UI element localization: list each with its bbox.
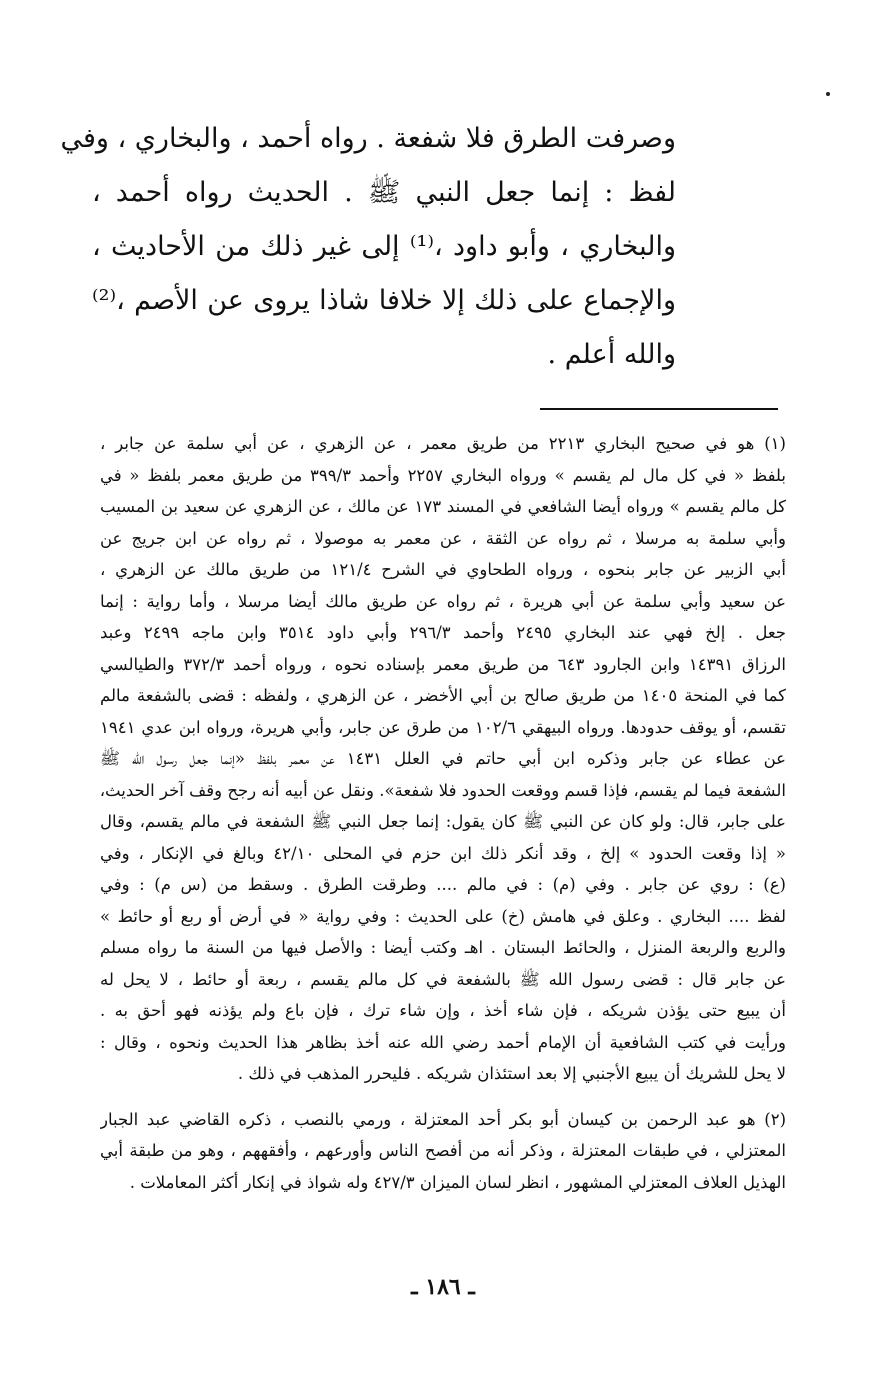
footnote-line: عن سعيد وأبي سلمة عن أبي هريرة ، ثم رواه عن طريق مالك أيضا مرسلا ، وأما رواية : إنما bbox=[100, 591, 786, 611]
footnote-line: لفظ .... البخاري . وعلق في هامش (خ) على الحديث : وفي رواية « في أرض أو ربع أو حائط » bbox=[100, 906, 786, 926]
footnote-line: « إذا وقعت الحدود » إلخ ، وقد أنكر ذلك ابن حزم في المحلى ٤٢/١٠ وبالغ في الإنكار ، وفي bbox=[100, 843, 786, 863]
footnote-line: الشفعة فيما لم يقسم، فإذا قسم ووقعت الحدود فلا شفعة». ونقل عن أبيه أنه رجح وقف آخر الحديث، bbox=[100, 780, 786, 800]
footnote-line: أبي الزبير عن جابر بنحوه ، ورواه الطحاوي في الشرح ١٢١/٤ من طريق مالك عن الزهري ، bbox=[100, 560, 786, 579]
footnote-line: (ع) : روي عن جابر . وفي (م) : في مالم .... وطرقت الطرق . وسقط من (س م) : وفي bbox=[100, 875, 786, 894]
footnote-line: عن عطاء عن جابر وذكره ابن أبي حاتم في العلل ١٤٣١ عن معمر بلفظ «إنما جعل رسول الله ﷺ bbox=[100, 749, 786, 768]
main-text-line: والبخاري ، وأبو داود ،⁽¹⁾ إلى غير ذلك من الأحاديث ، bbox=[92, 231, 676, 262]
footnote-line: عن جابر قال : قضى رسول الله ﷺ بالشفعة في كل مالم يقسم ، ربعة أو حائط ، لا يحل له bbox=[100, 969, 786, 989]
footnote-line: كما في المنحة ١٤٠٥ من طريق صالح بن أبي الأخضر ، عن الزهري ، ولفظه : قضى بالشفعة مالم bbox=[100, 686, 786, 705]
footnote-line: تقسم، أو يوقف حدودها. ورواه البيهقي ١٠٢/٦ من طرق عن جابر، وأبي هريرة، ورواه ابن عدي ١٩٤١ bbox=[100, 717, 786, 737]
footnote-line: الهذيل العلاف المعتزلي المشهور ، انظر لسان الميزان ٤٢٧/٣ وله شواذ في إنكار أكثر المعاملات . bbox=[129, 1172, 786, 1192]
footnote-line: المعتزلي ، في طبقات المعتزلة ، وذكر أنه من أفصح الناس وأورعهم ، وأفقههم ، وهو من طبقة أبي bbox=[100, 1141, 786, 1160]
footnote-line: والربع والربعة المنزل ، والحائط البستان . اهـ وكتب أيضا : والأصل فيها من السنة ما رواه مسلم bbox=[100, 938, 786, 957]
page-speck bbox=[826, 92, 830, 96]
footnote-line: بلفظ « في كل مال لم يقسم » ورواه البخاري ٢٢٥٧ وأحمد ٣٩٩/٣ من طريق معمر بلفظ « في bbox=[100, 465, 786, 485]
footnote-line: أن يبيع حتى يؤذن شريكه ، فإن شاء أخذ ، وإن شاء ترك ، فإن باع ولم يؤذنه فهو أحق به . bbox=[100, 1001, 786, 1020]
footnote-2 bbox=[100, 1104, 786, 1199]
footnote-line: (٢) هو عبد الرحمن بن كيسان أبو بكر أحد المعتزلة ، ورمي بالنصب ، ذكره القاضي عبد الجبار bbox=[100, 1109, 786, 1129]
main-text-line: والله أعلم . bbox=[547, 339, 676, 370]
footnote-line: الرزاق ١٤٣٩١ وابن الجارود ٦٤٣ من طريق معمر بإسناده نحوه ، ورواه أحمد ٣٧٢/٣ والطيالسي bbox=[100, 654, 786, 674]
footnote-line: على جابر، قال: ولو كان عن النبي ﷺ كان يقول: إنما جعل النبي ﷺ الشفعة في مالم يقسم، وقال bbox=[100, 812, 786, 831]
footnote-1 bbox=[100, 428, 786, 1090]
main-text-block bbox=[60, 112, 676, 382]
main-text-line: وصرفت الطرق فلا شفعة . رواه أحمد ، والبخاري ، وفي bbox=[60, 123, 676, 154]
footnote-line: جعل . إلخ فهي عند البخاري ٢٤٩٥ وأحمد ٢٩٦/٣ وأبي داود ٣٥١٤ وابن ماجه ٢٤٩٩ وعبد bbox=[100, 623, 786, 642]
footnote-line: (١) هو في صحيح البخاري ٢٢١٣ من طريق معمر ، عن الزهري ، عن أبي سلمة عن جابر ، bbox=[100, 434, 786, 453]
main-text-line: والإجماع على ذلك إلا خلافا شاذا يروى عن الأصم ،⁽²⁾ bbox=[92, 285, 676, 316]
main-text-line: لفظ : إنما جعل النبي ﷺ . الحديث رواه أحمد ، bbox=[92, 177, 676, 208]
footnote-line: لا يحل للشريك أن يبيع الأجنبي إلا بعد استئذان شريكه . فليحرر المذهب في ذلك . bbox=[237, 1064, 786, 1083]
footnote-line: ورأيت في كتب الشافعية أن الإمام أحمد رضي الله عنه أخذ بظاهر هذا الحديث ونحوه ، وقال : bbox=[100, 1032, 786, 1052]
footnote-line: وأبي سلمة به مرسلا ، ثم رواه عن الثقة ، عن معمر به موصولا ، ثم رواه عن ابن جريج عن bbox=[100, 528, 786, 548]
footnotes-section bbox=[100, 428, 786, 1212]
footnote-separator bbox=[540, 408, 778, 410]
page-number: ـ ١٨٦ ـ bbox=[411, 1274, 475, 1300]
footnote-line: كل مالم يقسم » ورواه أيضا الشافعي في المسند ١٧٣ عن مالك ، عن الزهري عن سعيد بن المسيب bbox=[100, 497, 786, 516]
